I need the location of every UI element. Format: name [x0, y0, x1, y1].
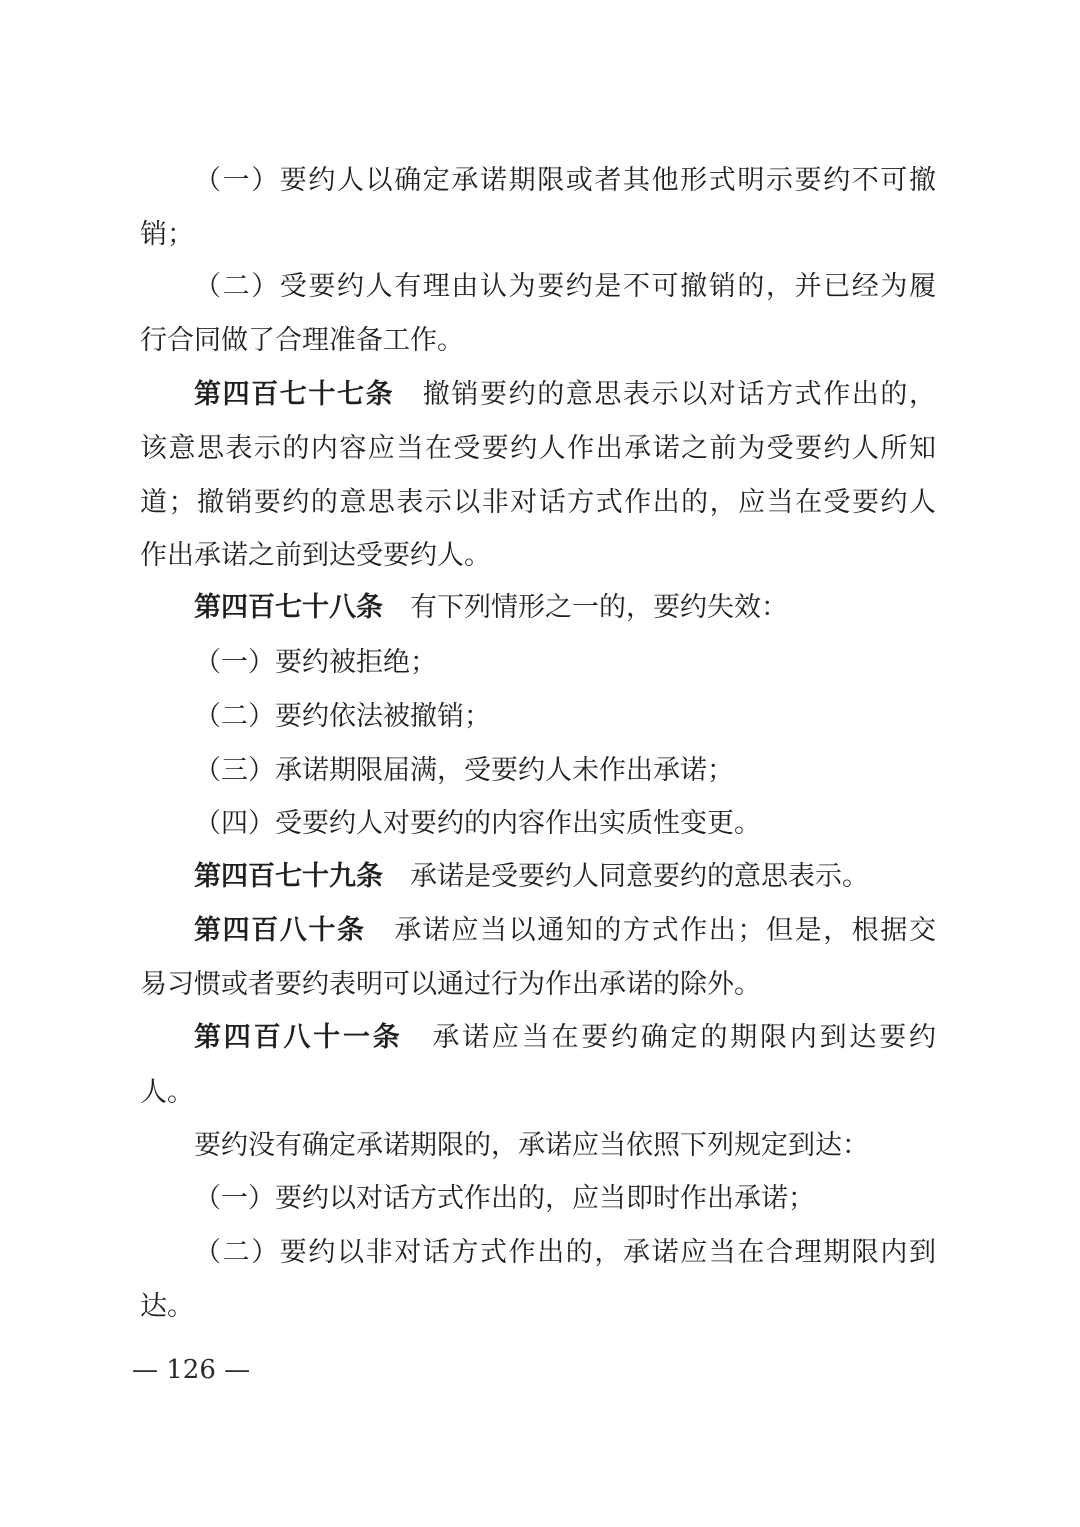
clause-text: 达。 [140, 1291, 194, 1322]
clause-text: （四）受要约人对要约的内容作出实质性变更。 [194, 808, 761, 839]
article-text: 承诺是受要约人同意要约的意思表示。 [383, 861, 869, 892]
article-text-line [140, 431, 936, 467]
article-481-line [194, 1020, 936, 1056]
article-text-line [140, 485, 936, 521]
article-heading: 第四百八十条 [194, 915, 366, 946]
clause-text: （二）要约依法被撤销； [194, 701, 491, 732]
clause-line [194, 806, 761, 842]
clause-line [194, 699, 491, 735]
article-477-line [194, 377, 936, 413]
article-text: 有下列情形之一的，要约失效： [383, 592, 788, 623]
article-text-line [140, 967, 761, 1003]
article-text: 道；撤销要约的意思表示以非对话方式作出的，应当在受要约人 [140, 487, 936, 518]
clause-line [194, 269, 936, 305]
page-number: — 126 — [132, 1355, 251, 1385]
clause-text: （一）要约以对话方式作出的，应当即时作出承诺； [194, 1183, 815, 1214]
clause-text: 销； [140, 219, 194, 250]
paragraph-text: 要约没有确定承诺期限的，承诺应当依照下列规定到达： [194, 1130, 869, 1161]
article-text: 作出承诺之前到达受要约人。 [140, 540, 491, 571]
clause-line [140, 323, 464, 359]
paragraph-line [194, 1128, 869, 1164]
article-heading: 第四百八十一条 [194, 1022, 403, 1053]
article-text: 撤销要约的意思表示以对话方式作出的， [394, 379, 936, 410]
article-text: 承诺应当以通知的方式作出；但是，根据交 [365, 915, 936, 946]
article-text: 承诺应当在要约确定的期限内到达要约 [402, 1022, 936, 1053]
clause-line [140, 1289, 194, 1325]
clause-text: （一）要约人以确定承诺期限或者其他形式明示要约不可撤 [194, 165, 936, 196]
article-text-line [140, 538, 491, 574]
clause-text: 行合同做了合理准备工作。 [140, 325, 464, 356]
clause-line [194, 163, 936, 199]
clause-text: （二）要约以非对话方式作出的，承诺应当在合理期限内到 [194, 1237, 936, 1268]
clause-line [194, 645, 437, 681]
clause-line [194, 1181, 815, 1217]
article-479-line [194, 859, 869, 895]
clause-line [194, 1235, 936, 1271]
article-text: 该意思表示的内容应当在受要约人作出承诺之前为受要约人所知 [140, 433, 936, 464]
article-480-line [194, 913, 936, 949]
article-heading: 第四百七十九条 [194, 861, 383, 892]
clause-text: （三）承诺期限届满，受要约人未作出承诺； [194, 755, 734, 786]
article-heading: 第四百七十八条 [194, 592, 383, 623]
article-heading: 第四百七十七条 [194, 379, 395, 410]
clause-line [194, 753, 734, 789]
clause-text: （一）要约被拒绝； [194, 647, 437, 678]
article-478-line [194, 590, 788, 626]
article-text-line [140, 1075, 194, 1111]
article-text: 易习惯或者要约表明可以通过行为作出承诺的除外。 [140, 969, 761, 1000]
clause-line [140, 217, 194, 253]
article-text: 人。 [140, 1077, 194, 1108]
clause-text: （二）受要约人有理由认为要约是不可撤销的，并已经为履 [194, 271, 936, 302]
